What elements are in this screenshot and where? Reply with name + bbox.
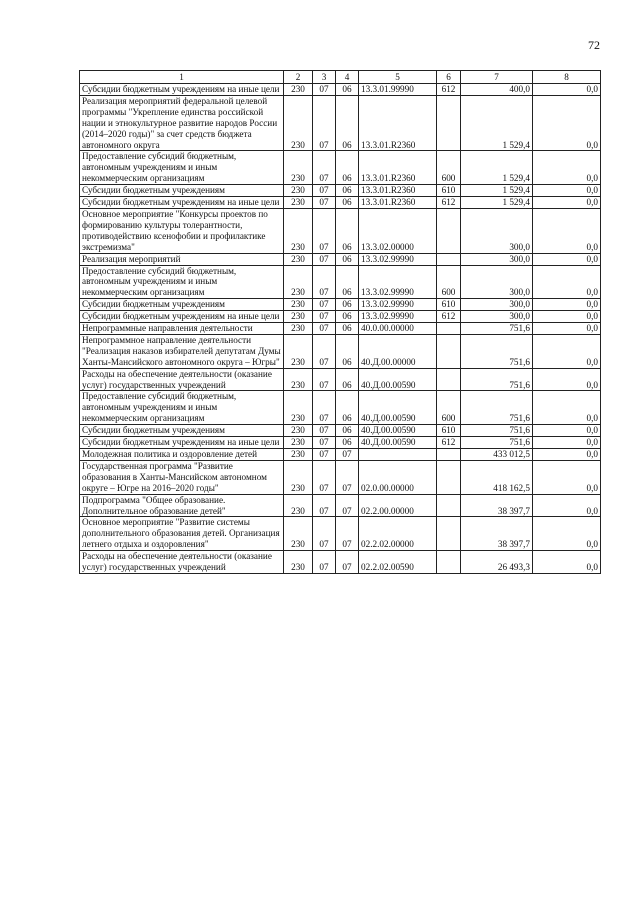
subsection-cell: 07 bbox=[336, 449, 359, 461]
table-row bbox=[80, 84, 601, 96]
expense-type-cell bbox=[437, 551, 461, 574]
table-row bbox=[80, 437, 601, 449]
header-cell: 5 bbox=[359, 71, 437, 84]
row-name-cell: Основное мероприятие "Развитие системы дополнительного образования детей. Организация летнего отдыха и оздоровления" bbox=[80, 517, 284, 551]
amount-cell: 751,6 bbox=[461, 323, 533, 335]
page-number: 72 bbox=[588, 38, 600, 52]
subsection-cell: 07 bbox=[336, 551, 359, 574]
target-article-cell: 13.3.02.99990 bbox=[359, 299, 437, 311]
subsection-cell: 07 bbox=[336, 494, 359, 517]
target-article-cell: 40.Д.00.00590 bbox=[359, 368, 437, 391]
target-article-cell: 02.2.00.00000 bbox=[359, 494, 437, 517]
section-cell: 07 bbox=[313, 517, 336, 551]
amount-cell: 1 529,4 bbox=[461, 197, 533, 209]
admin-code-cell: 230 bbox=[284, 551, 313, 574]
subsection-cell: 06 bbox=[336, 299, 359, 311]
section-cell: 07 bbox=[313, 494, 336, 517]
amount-cell: 38 397,7 bbox=[461, 517, 533, 551]
row-name-cell: Непрограммные направления деятельности bbox=[80, 323, 284, 335]
amount-secondary-cell: 0,0 bbox=[533, 449, 601, 461]
expense-type-cell bbox=[437, 494, 461, 517]
amount-secondary-cell: 0,0 bbox=[533, 299, 601, 311]
subsection-cell: 06 bbox=[336, 437, 359, 449]
section-cell: 07 bbox=[313, 253, 336, 265]
amount-secondary-cell: 0,0 bbox=[533, 460, 601, 494]
section-cell: 07 bbox=[313, 95, 336, 151]
section-cell: 07 bbox=[313, 368, 336, 391]
table-row bbox=[80, 517, 601, 551]
amount-secondary-cell: 0,0 bbox=[533, 368, 601, 391]
amount-secondary-cell: 0,0 bbox=[533, 208, 601, 253]
subsection-cell: 06 bbox=[336, 84, 359, 96]
section-cell: 07 bbox=[313, 391, 336, 425]
header-cell: 7 bbox=[461, 71, 533, 84]
amount-cell: 751,6 bbox=[461, 391, 533, 425]
table-row bbox=[80, 368, 601, 391]
target-article-cell: 40.Д.00.00590 bbox=[359, 391, 437, 425]
amount-secondary-cell: 0,0 bbox=[533, 151, 601, 185]
amount-cell: 300,0 bbox=[461, 311, 533, 323]
admin-code-cell: 230 bbox=[284, 95, 313, 151]
subsection-cell: 07 bbox=[336, 517, 359, 551]
expense-type-cell bbox=[437, 334, 461, 368]
expense-type-cell: 612 bbox=[437, 197, 461, 209]
expense-type-cell bbox=[437, 323, 461, 335]
expense-type-cell bbox=[437, 460, 461, 494]
table-row bbox=[80, 253, 601, 265]
section-cell: 07 bbox=[313, 460, 336, 494]
row-name-cell: Предоставление субсидий бюджетным, автономным учреждениям и иным некоммерческим организациям bbox=[80, 265, 284, 299]
admin-code-cell: 230 bbox=[284, 391, 313, 425]
amount-cell: 751,6 bbox=[461, 425, 533, 437]
row-name-cell: Подпрограмма "Общее образование. Дополнительное образование детей" bbox=[80, 494, 284, 517]
header-cell: 4 bbox=[336, 71, 359, 84]
expense-type-cell bbox=[437, 517, 461, 551]
section-cell: 07 bbox=[313, 425, 336, 437]
subsection-cell: 06 bbox=[336, 391, 359, 425]
amount-secondary-cell: 0,0 bbox=[533, 494, 601, 517]
target-article-cell: 40.Д.00.00590 bbox=[359, 425, 437, 437]
row-name-cell: Непрограммное направление деятельности "Реализация наказов избирателей депутатам Думы Ханты-Мансийского автономного округа – Югры" bbox=[80, 334, 284, 368]
amount-secondary-cell: 0,0 bbox=[533, 425, 601, 437]
amount-cell: 418 162,5 bbox=[461, 460, 533, 494]
row-name-cell: Реализация мероприятий bbox=[80, 253, 284, 265]
table-header-row bbox=[80, 71, 601, 84]
table-row bbox=[80, 311, 601, 323]
table-row bbox=[80, 185, 601, 197]
table-row bbox=[80, 334, 601, 368]
amount-secondary-cell: 0,0 bbox=[533, 84, 601, 96]
amount-cell: 38 397,7 bbox=[461, 494, 533, 517]
target-article-cell: 13.3.01.R2360 bbox=[359, 95, 437, 151]
row-name-cell: Субсидии бюджетным учреждениям на иные цели bbox=[80, 311, 284, 323]
expense-type-cell: 600 bbox=[437, 151, 461, 185]
admin-code-cell: 230 bbox=[284, 425, 313, 437]
amount-cell: 751,6 bbox=[461, 334, 533, 368]
expense-type-cell: 600 bbox=[437, 391, 461, 425]
expense-type-cell bbox=[437, 368, 461, 391]
expense-type-cell bbox=[437, 95, 461, 151]
target-article-cell: 13.3.02.99990 bbox=[359, 265, 437, 299]
subsection-cell: 06 bbox=[336, 253, 359, 265]
expense-type-cell: 612 bbox=[437, 84, 461, 96]
table-row bbox=[80, 208, 601, 253]
row-name-cell: Основное мероприятие "Конкурсы проектов по формированию культуры толерантности, противодействию ксенофобии и профилактике экстремизма" bbox=[80, 208, 284, 253]
expense-type-cell: 610 bbox=[437, 299, 461, 311]
admin-code-cell: 230 bbox=[284, 253, 313, 265]
section-cell: 07 bbox=[313, 208, 336, 253]
amount-secondary-cell: 0,0 bbox=[533, 551, 601, 574]
section-cell: 07 bbox=[313, 449, 336, 461]
row-name-cell: Расходы на обеспечение деятельности (оказание услуг) государственных учреждений bbox=[80, 551, 284, 574]
target-article-cell: 13.3.01.R2360 bbox=[359, 197, 437, 209]
subsection-cell: 06 bbox=[336, 311, 359, 323]
target-article-cell: 40.Д.00.00590 bbox=[359, 437, 437, 449]
budget-table bbox=[79, 70, 601, 574]
amount-secondary-cell: 0,0 bbox=[533, 391, 601, 425]
target-article-cell: 02.0.00.00000 bbox=[359, 460, 437, 494]
table-row bbox=[80, 299, 601, 311]
amount-secondary-cell: 0,0 bbox=[533, 185, 601, 197]
subsection-cell: 06 bbox=[336, 334, 359, 368]
target-article-cell: 40.0.00.00000 bbox=[359, 323, 437, 335]
amount-secondary-cell: 0,0 bbox=[533, 311, 601, 323]
amount-cell: 400,0 bbox=[461, 84, 533, 96]
target-article-cell: 13.3.02.00000 bbox=[359, 208, 437, 253]
header-cell: 1 bbox=[80, 71, 284, 84]
admin-code-cell: 230 bbox=[284, 437, 313, 449]
subsection-cell: 06 bbox=[336, 323, 359, 335]
section-cell: 07 bbox=[313, 151, 336, 185]
target-article-cell: 13.3.01.99990 bbox=[359, 84, 437, 96]
amount-secondary-cell: 0,0 bbox=[533, 437, 601, 449]
section-cell: 07 bbox=[313, 197, 336, 209]
admin-code-cell: 230 bbox=[284, 323, 313, 335]
expense-type-cell: 600 bbox=[437, 265, 461, 299]
row-name-cell: Субсидии бюджетным учреждениям на иные цели bbox=[80, 84, 284, 96]
subsection-cell: 06 bbox=[336, 368, 359, 391]
amount-cell: 1 529,4 bbox=[461, 95, 533, 151]
amount-cell: 300,0 bbox=[461, 208, 533, 253]
section-cell: 07 bbox=[313, 185, 336, 197]
table-row bbox=[80, 323, 601, 335]
table-row bbox=[80, 95, 601, 151]
expense-type-cell: 610 bbox=[437, 425, 461, 437]
table-row bbox=[80, 151, 601, 185]
header-cell: 6 bbox=[437, 71, 461, 84]
target-article-cell: 02.2.02.00590 bbox=[359, 551, 437, 574]
table-row bbox=[80, 460, 601, 494]
expense-type-cell: 610 bbox=[437, 185, 461, 197]
amount-cell: 300,0 bbox=[461, 253, 533, 265]
amount-cell: 300,0 bbox=[461, 299, 533, 311]
row-name-cell: Реализация мероприятий федеральной целевой программы "Укрепление единства российской нации и этнокультурное развитие народов России (2014–2020 годы)" за счет средств бюджета автономного округа bbox=[80, 95, 284, 151]
admin-code-cell: 230 bbox=[284, 368, 313, 391]
amount-secondary-cell: 0,0 bbox=[533, 323, 601, 335]
expense-type-cell bbox=[437, 449, 461, 461]
amount-cell: 751,6 bbox=[461, 368, 533, 391]
admin-code-cell: 230 bbox=[284, 151, 313, 185]
target-article-cell: 13.3.01.R2360 bbox=[359, 185, 437, 197]
admin-code-cell: 230 bbox=[284, 84, 313, 96]
admin-code-cell: 230 bbox=[284, 185, 313, 197]
amount-secondary-cell: 0,0 bbox=[533, 95, 601, 151]
section-cell: 07 bbox=[313, 334, 336, 368]
amount-secondary-cell: 0,0 bbox=[533, 517, 601, 551]
amount-secondary-cell: 0,0 bbox=[533, 197, 601, 209]
table-row bbox=[80, 449, 601, 461]
expense-type-cell bbox=[437, 208, 461, 253]
table-row bbox=[80, 265, 601, 299]
amount-secondary-cell: 0,0 bbox=[533, 334, 601, 368]
amount-cell: 433 012,5 bbox=[461, 449, 533, 461]
section-cell: 07 bbox=[313, 84, 336, 96]
section-cell: 07 bbox=[313, 299, 336, 311]
section-cell: 07 bbox=[313, 551, 336, 574]
amount-cell: 751,6 bbox=[461, 437, 533, 449]
amount-cell: 300,0 bbox=[461, 265, 533, 299]
subsection-cell: 06 bbox=[336, 425, 359, 437]
expense-type-cell: 612 bbox=[437, 311, 461, 323]
amount-cell: 1 529,4 bbox=[461, 151, 533, 185]
admin-code-cell: 230 bbox=[284, 449, 313, 461]
row-name-cell: Субсидии бюджетным учреждениям bbox=[80, 185, 284, 197]
row-name-cell: Субсидии бюджетным учреждениям на иные цели bbox=[80, 437, 284, 449]
expense-type-cell bbox=[437, 253, 461, 265]
section-cell: 07 bbox=[313, 265, 336, 299]
admin-code-cell: 230 bbox=[284, 208, 313, 253]
target-article-cell: 02.2.02.00000 bbox=[359, 517, 437, 551]
section-cell: 07 bbox=[313, 311, 336, 323]
row-name-cell: Субсидии бюджетным учреждениям на иные цели bbox=[80, 197, 284, 209]
row-name-cell: Расходы на обеспечение деятельности (оказание услуг) государственных учреждений bbox=[80, 368, 284, 391]
target-article-cell bbox=[359, 449, 437, 461]
row-name-cell: Предоставление субсидий бюджетным, автономным учреждениям и иным некоммерческим организациям bbox=[80, 151, 284, 185]
row-name-cell: Молодежная политика и оздоровление детей bbox=[80, 449, 284, 461]
row-name-cell: Субсидии бюджетным учреждениям bbox=[80, 425, 284, 437]
subsection-cell: 06 bbox=[336, 151, 359, 185]
row-name-cell: Субсидии бюджетным учреждениям bbox=[80, 299, 284, 311]
subsection-cell: 06 bbox=[336, 95, 359, 151]
subsection-cell: 06 bbox=[336, 208, 359, 253]
target-article-cell: 40.Д.00.00000 bbox=[359, 334, 437, 368]
header-cell: 2 bbox=[284, 71, 313, 84]
table-row bbox=[80, 197, 601, 209]
row-name-cell: Предоставление субсидий бюджетным, автономным учреждениям и иным некоммерческим организациям bbox=[80, 391, 284, 425]
header-cell: 8 bbox=[533, 71, 601, 84]
table-row bbox=[80, 391, 601, 425]
admin-code-cell: 230 bbox=[284, 517, 313, 551]
section-cell: 07 bbox=[313, 437, 336, 449]
subsection-cell: 06 bbox=[336, 197, 359, 209]
target-article-cell: 13.3.02.99990 bbox=[359, 311, 437, 323]
amount-cell: 1 529,4 bbox=[461, 185, 533, 197]
admin-code-cell: 230 bbox=[284, 197, 313, 209]
admin-code-cell: 230 bbox=[284, 299, 313, 311]
admin-code-cell: 230 bbox=[284, 334, 313, 368]
row-name-cell: Государственная программа "Развитие образования в Ханты-Мансийском автономном округе – Югре на 2016–2020 годы" bbox=[80, 460, 284, 494]
target-article-cell: 13.3.01.R2360 bbox=[359, 151, 437, 185]
subsection-cell: 07 bbox=[336, 460, 359, 494]
table-row bbox=[80, 551, 601, 574]
expense-type-cell: 612 bbox=[437, 437, 461, 449]
amount-secondary-cell: 0,0 bbox=[533, 253, 601, 265]
admin-code-cell: 230 bbox=[284, 494, 313, 517]
admin-code-cell: 230 bbox=[284, 311, 313, 323]
target-article-cell: 13.3.02.99990 bbox=[359, 253, 437, 265]
header-cell: 3 bbox=[313, 71, 336, 84]
section-cell: 07 bbox=[313, 323, 336, 335]
admin-code-cell: 230 bbox=[284, 460, 313, 494]
amount-cell: 26 493,3 bbox=[461, 551, 533, 574]
subsection-cell: 06 bbox=[336, 265, 359, 299]
table-row bbox=[80, 494, 601, 517]
subsection-cell: 06 bbox=[336, 185, 359, 197]
table-row bbox=[80, 425, 601, 437]
amount-secondary-cell: 0,0 bbox=[533, 265, 601, 299]
admin-code-cell: 230 bbox=[284, 265, 313, 299]
